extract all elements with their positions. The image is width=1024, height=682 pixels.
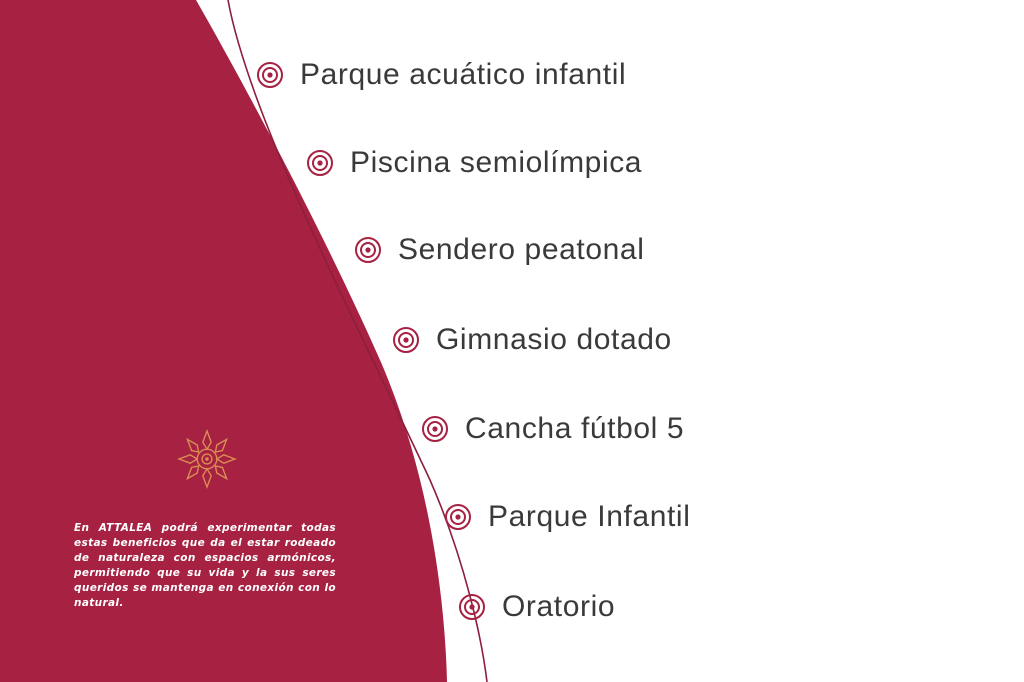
list-item-label: Oratorio — [502, 590, 616, 623]
concentric-circle-bullet-icon — [256, 61, 284, 89]
list-item-label: Parque Infantil — [488, 500, 691, 533]
list-item-label: Sendero peatonal — [398, 233, 645, 266]
concentric-circle-bullet-icon — [306, 149, 334, 177]
list-item — [444, 500, 690, 534]
concentric-circle-bullet-icon — [392, 326, 420, 354]
list-item — [256, 58, 626, 92]
list-item-label: Piscina semiolímpica — [350, 146, 643, 179]
list-item-label: Parque acuático infantil — [300, 58, 627, 91]
list-item — [354, 233, 644, 267]
mandala-ornament-icon — [172, 424, 242, 494]
list-item — [306, 146, 642, 180]
concentric-circle-bullet-icon — [444, 503, 472, 531]
concentric-circle-bullet-icon — [421, 415, 449, 443]
concentric-circle-bullet-icon — [458, 593, 486, 621]
concentric-circle-bullet-icon — [354, 236, 382, 264]
list-item-label: Gimnasio dotado — [436, 323, 672, 356]
panel-blurb-text: En ATTALEA podrá experimentar todas estas beneficios que da el estar rodeado de naturaleza con espacios armónicos, permitiendo que su vida y la sus seres queridos se mantenga en conexión con lo natural. — [74, 522, 336, 609]
list-item-label: Cancha fútbol 5 — [465, 412, 685, 445]
list-item — [458, 590, 615, 624]
list-item — [392, 323, 672, 357]
list-item — [421, 412, 684, 446]
